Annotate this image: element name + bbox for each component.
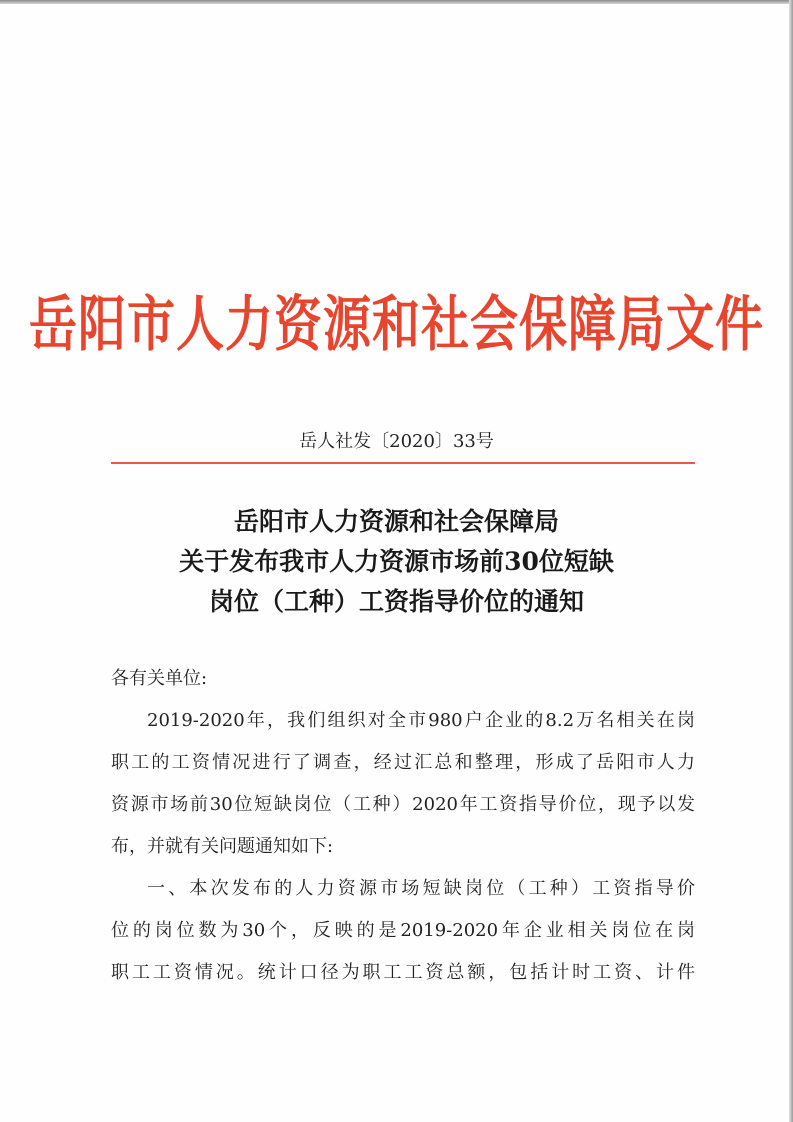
- body-line: 职工的工资情况进行了调查，经过汇总和整理，形成了岳阳市人力: [111, 752, 695, 773]
- body-line: 职工工资情况。统计口径为职工工资总额，包括计时工资、计件: [111, 962, 695, 983]
- title-line-3: 岗位（工种）工资指导价位的通知: [208, 587, 584, 616]
- title-line-1: 岳阳市人力资源和社会保障局: [233, 507, 559, 536]
- scan-edge-top: [0, 0, 793, 4]
- salutation: 各有关单位:: [111, 668, 208, 689]
- body-line: 资源市场前30位短缺岗位（工种）2020年工资指导价位，现予以发: [111, 794, 695, 815]
- red-divider-line: [111, 462, 695, 464]
- document-number: 岳人社发〔2020〕33号: [299, 431, 494, 452]
- title-line-2: 关于发布我市人力资源市场前30位短缺: [179, 547, 614, 576]
- body-line: 2019-2020年，我们组织对全市980户企业的8.2万名相关在岗: [147, 710, 695, 731]
- document-title: [0, 502, 793, 622]
- issuer-masthead: 岳阳市人力资源和社会保障局文件: [28, 289, 764, 360]
- document-body: [111, 664, 695, 1000]
- body-line: 一、本次发布的人力资源市场短缺岗位（工种）工资指导价: [147, 878, 695, 899]
- body-line: 布，并就有关问题通知如下:: [111, 836, 334, 857]
- body-line: 位的岗位数为30个，反映的是2019-2020年企业相关岗位在岗: [111, 920, 695, 941]
